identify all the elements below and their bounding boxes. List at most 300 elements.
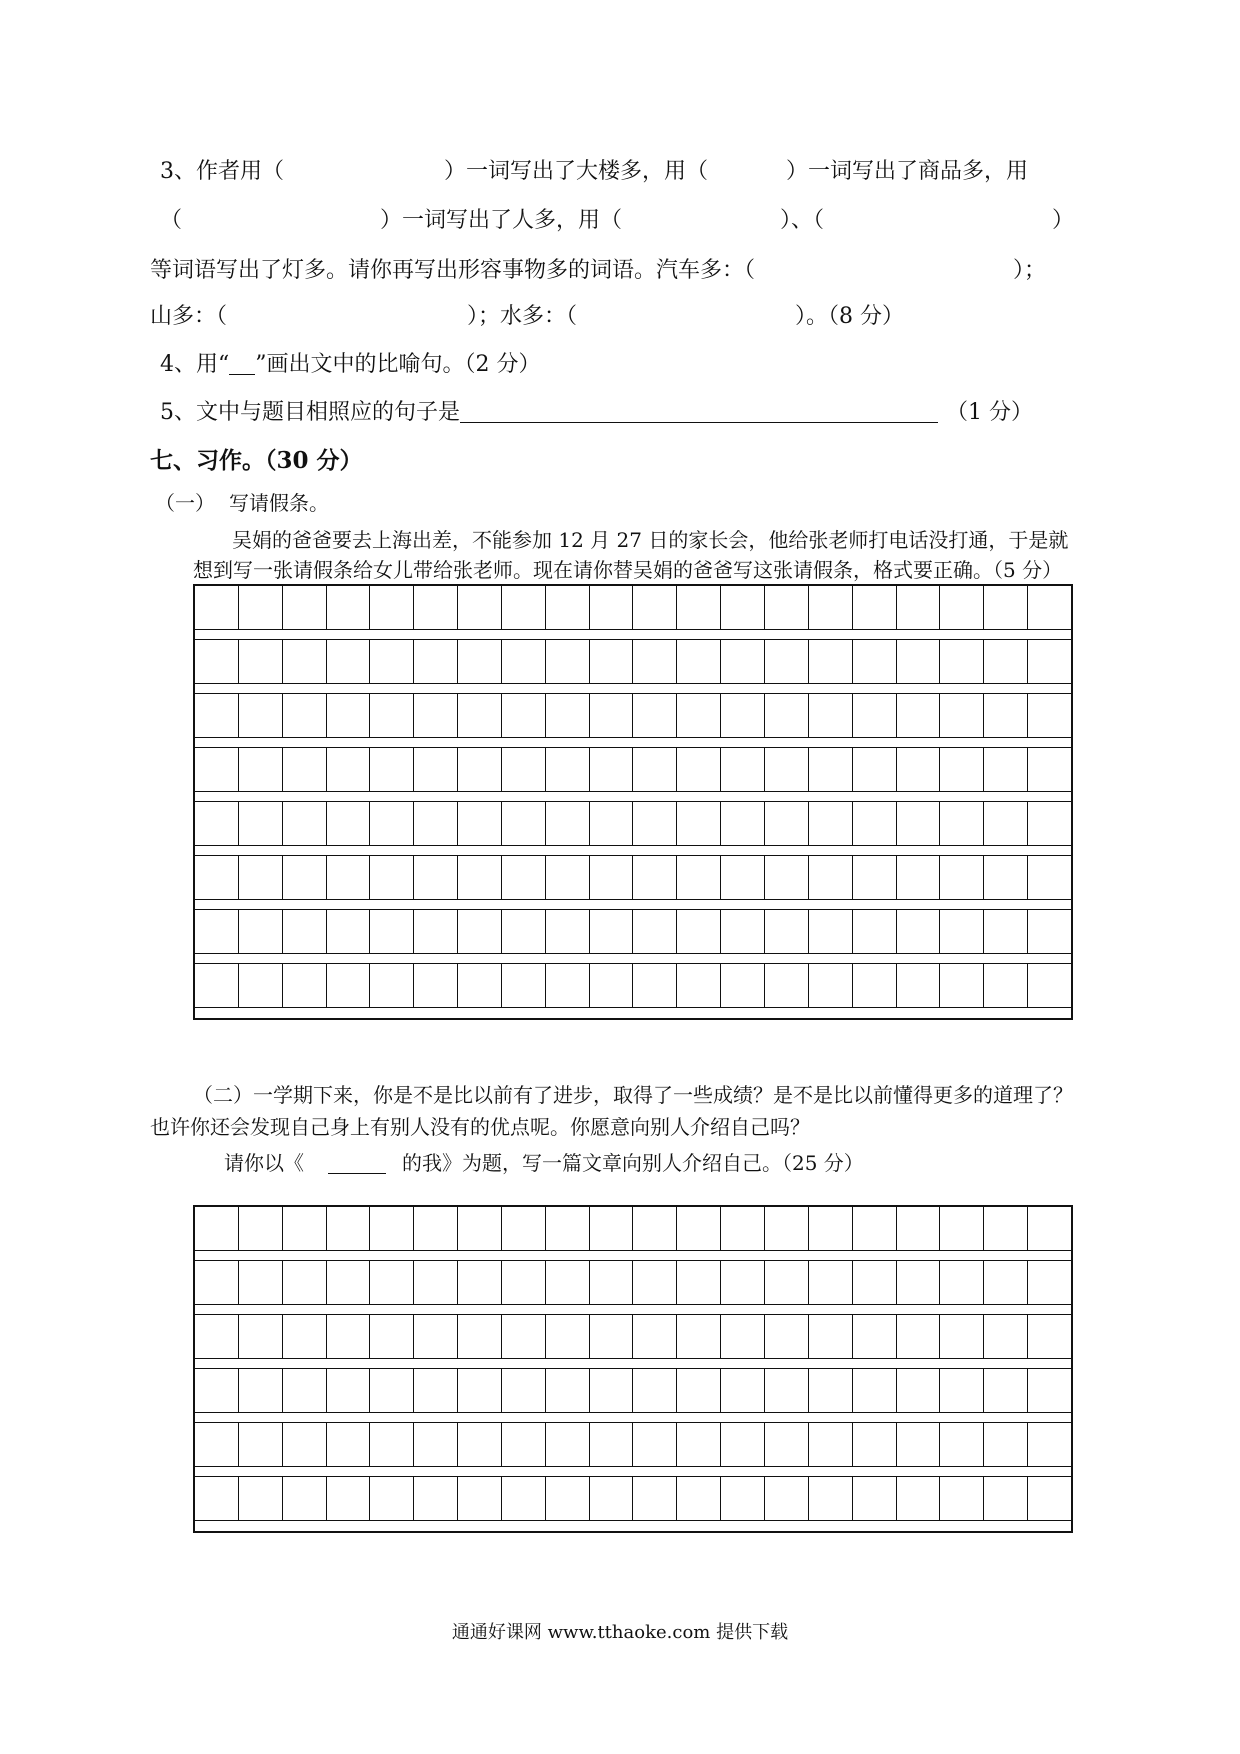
- grid-cell[interactable]: [195, 640, 239, 683]
- grid-cell[interactable]: [195, 1477, 239, 1520]
- part1-label: （一）: [155, 491, 215, 515]
- grid-cell[interactable]: [940, 748, 984, 791]
- grid-cell[interactable]: [414, 640, 458, 683]
- grid-cell[interactable]: [677, 1207, 721, 1250]
- grid-cell[interactable]: [677, 856, 721, 899]
- grid-cell[interactable]: [283, 856, 327, 899]
- grid-cell[interactable]: [239, 1261, 283, 1304]
- grid-cell[interactable]: [721, 910, 765, 953]
- grid-cell[interactable]: [458, 1369, 502, 1412]
- row-gap: [195, 1359, 1071, 1369]
- grid-cell[interactable]: [897, 1207, 941, 1250]
- grid-cell[interactable]: [590, 802, 634, 845]
- grid-cell[interactable]: [546, 856, 590, 899]
- grid-cell[interactable]: [370, 856, 414, 899]
- grid-cell[interactable]: [853, 856, 897, 899]
- grid-cell[interactable]: [546, 802, 590, 845]
- grid-cell[interactable]: [721, 1477, 765, 1520]
- grid-cell[interactable]: [414, 1315, 458, 1358]
- grid-cell[interactable]: [897, 1423, 941, 1466]
- grid-cell[interactable]: [853, 964, 897, 1007]
- grid-cell[interactable]: [940, 1207, 984, 1250]
- grid-cell[interactable]: [458, 1477, 502, 1520]
- grid-cell[interactable]: [590, 910, 634, 953]
- grid-cell[interactable]: [765, 1423, 809, 1466]
- grid-cell[interactable]: [633, 1477, 677, 1520]
- grid-cell[interactable]: [633, 1369, 677, 1412]
- grid-cell[interactable]: [590, 640, 634, 683]
- grid-cell[interactable]: [195, 586, 239, 629]
- grid-cell[interactable]: [809, 1477, 853, 1520]
- grid-cell[interactable]: [239, 1369, 283, 1412]
- grid-cell[interactable]: [1028, 586, 1071, 629]
- row-gap: [195, 630, 1071, 640]
- grid-cell[interactable]: [633, 694, 677, 737]
- grid-cell[interactable]: [984, 586, 1028, 629]
- grid-cell[interactable]: [897, 1315, 941, 1358]
- grid-cell[interactable]: [283, 586, 327, 629]
- grid-cell[interactable]: [721, 856, 765, 899]
- grid-cell[interactable]: [677, 1369, 721, 1412]
- grid-cell[interactable]: [546, 1315, 590, 1358]
- grid-cell[interactable]: [1028, 640, 1071, 683]
- grid-cell[interactable]: [370, 1261, 414, 1304]
- grid-cell[interactable]: [546, 1423, 590, 1466]
- grid-cell[interactable]: [239, 910, 283, 953]
- grid-cell[interactable]: [940, 1477, 984, 1520]
- grid-cell[interactable]: [853, 1477, 897, 1520]
- grid-cell[interactable]: [677, 964, 721, 1007]
- grid-cell[interactable]: [1028, 694, 1071, 737]
- row-gap: [195, 1413, 1071, 1423]
- grid-cell[interactable]: [546, 1369, 590, 1412]
- grid-cell[interactable]: [765, 802, 809, 845]
- grid-cell[interactable]: [590, 1207, 634, 1250]
- grid-cell[interactable]: [940, 1315, 984, 1358]
- grid-cell[interactable]: [502, 640, 546, 683]
- grid-cell[interactable]: [765, 586, 809, 629]
- grid-cell[interactable]: [809, 802, 853, 845]
- grid-cell[interactable]: [546, 1477, 590, 1520]
- grid-cell[interactable]: [414, 1477, 458, 1520]
- grid-cell[interactable]: [239, 748, 283, 791]
- grid-cell[interactable]: [239, 856, 283, 899]
- grid-cell[interactable]: [897, 964, 941, 1007]
- grid-cell[interactable]: [897, 802, 941, 845]
- grid-cell[interactable]: [546, 694, 590, 737]
- grid-cell[interactable]: [765, 910, 809, 953]
- grid-cell[interactable]: [327, 1315, 371, 1358]
- grid-cell[interactable]: [633, 1207, 677, 1250]
- grid-cell[interactable]: [1028, 1369, 1071, 1412]
- grid-cell[interactable]: [414, 1207, 458, 1250]
- grid-cell[interactable]: [414, 1369, 458, 1412]
- grid-cell[interactable]: [984, 856, 1028, 899]
- grid-cell[interactable]: [414, 964, 458, 1007]
- grid-cell[interactable]: [502, 1207, 546, 1250]
- grid-cell[interactable]: [1028, 802, 1071, 845]
- grid-cell[interactable]: [546, 1261, 590, 1304]
- grid-cell[interactable]: [984, 1261, 1028, 1304]
- grid-cell[interactable]: [283, 1207, 327, 1250]
- part1-text-2: 想到写一张请假条给女儿带给张老师。现在请你替吴娟的爸爸写这张请假条，格式要正确。（5 分）: [193, 558, 1063, 582]
- grid-cell[interactable]: [327, 1207, 371, 1250]
- grid-cell[interactable]: [546, 640, 590, 683]
- grid-cell[interactable]: [809, 748, 853, 791]
- grid-cell[interactable]: [633, 802, 677, 845]
- grid-cell[interactable]: [239, 694, 283, 737]
- grid-cell[interactable]: [940, 910, 984, 953]
- grid-cell[interactable]: [765, 1315, 809, 1358]
- grid-cell[interactable]: [370, 1207, 414, 1250]
- grid-cell[interactable]: [458, 1207, 502, 1250]
- grid-cell[interactable]: [370, 1315, 414, 1358]
- grid-cell[interactable]: [765, 748, 809, 791]
- grid-cell[interactable]: [502, 856, 546, 899]
- grid-cell[interactable]: [590, 586, 634, 629]
- grid-cell[interactable]: [283, 802, 327, 845]
- q3-text: 3、作者用（: [160, 159, 284, 184]
- grid-cell[interactable]: [721, 1261, 765, 1304]
- grid-cell[interactable]: [327, 586, 371, 629]
- grid-cell[interactable]: [1028, 1477, 1071, 1520]
- grid-cell[interactable]: [590, 1261, 634, 1304]
- grid-cell[interactable]: [984, 1207, 1028, 1250]
- q3-text: ）一词写出了人多，用（: [380, 208, 623, 233]
- grid-cell[interactable]: [283, 1315, 327, 1358]
- grid-cell[interactable]: [984, 802, 1028, 845]
- q3-text: ）；: [1013, 258, 1047, 283]
- grid-row: [195, 1369, 1071, 1413]
- grid-cell[interactable]: [502, 1369, 546, 1412]
- grid-cell[interactable]: [765, 856, 809, 899]
- grid-cell[interactable]: [414, 910, 458, 953]
- grid-cell[interactable]: [327, 1261, 371, 1304]
- grid-cell[interactable]: [721, 640, 765, 683]
- grid-cell[interactable]: [590, 1423, 634, 1466]
- grid-cell[interactable]: [195, 694, 239, 737]
- grid-cell[interactable]: [677, 640, 721, 683]
- grid-cell[interactable]: [283, 1477, 327, 1520]
- grid-cell[interactable]: [327, 964, 371, 1007]
- grid-cell[interactable]: [327, 1423, 371, 1466]
- grid-cell[interactable]: [195, 748, 239, 791]
- row-gap: [195, 846, 1071, 856]
- grid-cell[interactable]: [853, 1423, 897, 1466]
- grid-cell[interactable]: [327, 640, 371, 683]
- grid-cell[interactable]: [414, 802, 458, 845]
- grid-cell[interactable]: [853, 694, 897, 737]
- q3-text: ）。（8 分）: [795, 304, 905, 329]
- grid-cell[interactable]: [458, 1261, 502, 1304]
- grid-cell[interactable]: [809, 856, 853, 899]
- grid-cell[interactable]: [853, 1207, 897, 1250]
- grid-cell[interactable]: [721, 1369, 765, 1412]
- grid-cell[interactable]: [897, 1369, 941, 1412]
- grid-cell[interactable]: [853, 1261, 897, 1304]
- grid-cell[interactable]: [1028, 910, 1071, 953]
- grid-cell[interactable]: [458, 1423, 502, 1466]
- grid-cell[interactable]: [239, 1423, 283, 1466]
- grid-cell[interactable]: [940, 964, 984, 1007]
- grid-cell[interactable]: [283, 694, 327, 737]
- grid-cell[interactable]: [327, 1477, 371, 1520]
- grid-cell[interactable]: [721, 694, 765, 737]
- grid-cell[interactable]: [984, 964, 1028, 1007]
- grid-cell[interactable]: [897, 1261, 941, 1304]
- grid-cell[interactable]: [809, 694, 853, 737]
- grid-cell[interactable]: [677, 910, 721, 953]
- grid-cell[interactable]: [502, 910, 546, 953]
- grid-cell[interactable]: [370, 640, 414, 683]
- grid-cell[interactable]: [721, 586, 765, 629]
- grid-cell[interactable]: [195, 1315, 239, 1358]
- grid-cell[interactable]: [502, 748, 546, 791]
- grid-cell[interactable]: [546, 1207, 590, 1250]
- grid-cell[interactable]: [370, 694, 414, 737]
- grid-cell[interactable]: [940, 1423, 984, 1466]
- grid-cell[interactable]: [1028, 964, 1071, 1007]
- grid-cell[interactable]: [809, 1261, 853, 1304]
- grid-cell[interactable]: [327, 856, 371, 899]
- grid-cell[interactable]: [414, 1423, 458, 1466]
- grid-cell[interactable]: [809, 1315, 853, 1358]
- grid-cell[interactable]: [590, 1369, 634, 1412]
- answer-line[interactable]: [460, 400, 938, 423]
- grid-cell[interactable]: [370, 1369, 414, 1412]
- grid-cell[interactable]: [502, 802, 546, 845]
- grid-cell[interactable]: [370, 1423, 414, 1466]
- grid-cell[interactable]: [940, 640, 984, 683]
- grid-cell[interactable]: [590, 964, 634, 1007]
- grid-cell[interactable]: [239, 964, 283, 1007]
- grid-cell[interactable]: [940, 802, 984, 845]
- grid-cell[interactable]: [984, 1369, 1028, 1412]
- grid-cell[interactable]: [984, 1477, 1028, 1520]
- grid-cell[interactable]: [458, 640, 502, 683]
- grid-cell[interactable]: [458, 964, 502, 1007]
- grid-cell[interactable]: [195, 964, 239, 1007]
- grid-cell[interactable]: [633, 1423, 677, 1466]
- grid-cell[interactable]: [940, 586, 984, 629]
- grid-cell[interactable]: [327, 748, 371, 791]
- grid-cell[interactable]: [984, 910, 1028, 953]
- grid-cell[interactable]: [458, 856, 502, 899]
- grid-cell[interactable]: [458, 910, 502, 953]
- title-blank[interactable]: [328, 1151, 386, 1174]
- grid-cell[interactable]: [765, 1477, 809, 1520]
- grid-cell[interactable]: [984, 640, 1028, 683]
- grid-cell[interactable]: [633, 856, 677, 899]
- grid-cell[interactable]: [809, 640, 853, 683]
- q4-text: ”画出文中的比喻句。（2 分）: [255, 352, 541, 377]
- grid-cell[interactable]: [590, 856, 634, 899]
- row-gap: [195, 1467, 1071, 1477]
- grid-cell[interactable]: [1028, 1261, 1071, 1304]
- grid-cell[interactable]: [546, 910, 590, 953]
- grid-cell[interactable]: [897, 586, 941, 629]
- grid-cell[interactable]: [502, 1423, 546, 1466]
- grid-cell[interactable]: [239, 802, 283, 845]
- grid-cell[interactable]: [897, 694, 941, 737]
- grid-cell[interactable]: [195, 1369, 239, 1412]
- grid-cell[interactable]: [853, 910, 897, 953]
- grid-cell[interactable]: [414, 694, 458, 737]
- grid-cell[interactable]: [677, 1477, 721, 1520]
- grid-cell[interactable]: [984, 1315, 1028, 1358]
- grid-cell[interactable]: [677, 802, 721, 845]
- writing-grid-essay[interactable]: [193, 1205, 1073, 1533]
- grid-cell[interactable]: [283, 1261, 327, 1304]
- grid-cell[interactable]: [370, 802, 414, 845]
- grid-cell[interactable]: [502, 694, 546, 737]
- grid-cell[interactable]: [940, 694, 984, 737]
- grid-cell[interactable]: [195, 856, 239, 899]
- grid-cell[interactable]: [633, 586, 677, 629]
- grid-cell[interactable]: [853, 1315, 897, 1358]
- grid-cell[interactable]: [458, 586, 502, 629]
- grid-cell[interactable]: [458, 748, 502, 791]
- grid-cell[interactable]: [633, 748, 677, 791]
- grid-cell[interactable]: [897, 1477, 941, 1520]
- grid-cell[interactable]: [853, 586, 897, 629]
- grid-cell[interactable]: [809, 1423, 853, 1466]
- grid-cell[interactable]: [765, 694, 809, 737]
- grid-cell[interactable]: [765, 964, 809, 1007]
- grid-cell[interactable]: [283, 1369, 327, 1412]
- grid-cell[interactable]: [809, 586, 853, 629]
- grid-cell[interactable]: [897, 748, 941, 791]
- grid-cell[interactable]: [809, 1369, 853, 1412]
- grid-cell[interactable]: [677, 748, 721, 791]
- grid-cell[interactable]: [721, 1315, 765, 1358]
- grid-cell[interactable]: [677, 1261, 721, 1304]
- grid-cell[interactable]: [897, 640, 941, 683]
- grid-cell[interactable]: [897, 910, 941, 953]
- grid-cell[interactable]: [327, 1369, 371, 1412]
- row-gap: [195, 900, 1071, 910]
- grid-cell[interactable]: [984, 1423, 1028, 1466]
- q3-text: ）；水多：（: [467, 304, 578, 329]
- grid-cell[interactable]: [283, 964, 327, 1007]
- grid-cell[interactable]: [853, 1369, 897, 1412]
- grid-cell[interactable]: [239, 640, 283, 683]
- grid-cell[interactable]: [370, 1477, 414, 1520]
- grid-cell[interactable]: [1028, 1207, 1071, 1250]
- grid-cell[interactable]: [633, 1315, 677, 1358]
- grid-cell[interactable]: [984, 694, 1028, 737]
- grid-cell[interactable]: [1028, 748, 1071, 791]
- grid-cell[interactable]: [940, 1369, 984, 1412]
- grid-cell[interactable]: [721, 748, 765, 791]
- grid-cell[interactable]: [984, 748, 1028, 791]
- grid-cell[interactable]: [370, 964, 414, 1007]
- grid-cell[interactable]: [633, 640, 677, 683]
- grid-cell[interactable]: [633, 910, 677, 953]
- grid-cell[interactable]: [721, 802, 765, 845]
- writing-grid-leave-note[interactable]: [193, 584, 1073, 1020]
- grid-cell[interactable]: [677, 1423, 721, 1466]
- grid-cell[interactable]: [940, 1261, 984, 1304]
- grid-cell[interactable]: [239, 1315, 283, 1358]
- grid-cell[interactable]: [283, 640, 327, 683]
- grid-cell[interactable]: [721, 964, 765, 1007]
- grid-cell[interactable]: [853, 640, 897, 683]
- grid-cell[interactable]: [853, 802, 897, 845]
- grid-cell[interactable]: [502, 1261, 546, 1304]
- grid-cell[interactable]: [546, 964, 590, 1007]
- grid-cell[interactable]: [809, 1207, 853, 1250]
- grid-cell[interactable]: [283, 910, 327, 953]
- grid-cell[interactable]: [590, 748, 634, 791]
- grid-cell[interactable]: [502, 1315, 546, 1358]
- grid-cell[interactable]: [1028, 1423, 1071, 1466]
- grid-cell[interactable]: [590, 1315, 634, 1358]
- grid-cell[interactable]: [195, 910, 239, 953]
- grid-cell[interactable]: [546, 586, 590, 629]
- grid-cell[interactable]: [1028, 1315, 1071, 1358]
- grid-cell[interactable]: [458, 802, 502, 845]
- grid-cell[interactable]: [1028, 856, 1071, 899]
- grid-cell[interactable]: [414, 856, 458, 899]
- grid-cell[interactable]: [327, 694, 371, 737]
- grid-cell[interactable]: [677, 694, 721, 737]
- grid-cell[interactable]: [502, 586, 546, 629]
- grid-cell[interactable]: [765, 1261, 809, 1304]
- grid-cell[interactable]: [195, 1261, 239, 1304]
- grid-cell[interactable]: [195, 1423, 239, 1466]
- grid-cell[interactable]: [590, 694, 634, 737]
- grid-cell[interactable]: [283, 748, 327, 791]
- grid-cell[interactable]: [809, 964, 853, 1007]
- grid-cell[interactable]: [633, 964, 677, 1007]
- grid-cell[interactable]: [195, 1207, 239, 1250]
- grid-cell[interactable]: [370, 586, 414, 629]
- grid-cell[interactable]: [239, 1477, 283, 1520]
- grid-cell[interactable]: [853, 748, 897, 791]
- grid-cell[interactable]: [502, 964, 546, 1007]
- grid-cell[interactable]: [546, 748, 590, 791]
- grid-cell[interactable]: [897, 856, 941, 899]
- grid-cell[interactable]: [370, 748, 414, 791]
- grid-cell[interactable]: [458, 694, 502, 737]
- grid-cell[interactable]: [195, 802, 239, 845]
- grid-cell[interactable]: [590, 1477, 634, 1520]
- grid-cell[interactable]: [677, 586, 721, 629]
- grid-cell[interactable]: [370, 910, 414, 953]
- grid-cell[interactable]: [414, 748, 458, 791]
- grid-cell[interactable]: [721, 1423, 765, 1466]
- grid-cell[interactable]: [765, 640, 809, 683]
- grid-cell[interactable]: [809, 910, 853, 953]
- grid-cell[interactable]: [239, 1207, 283, 1250]
- grid-cell[interactable]: [940, 856, 984, 899]
- grid-cell[interactable]: [327, 910, 371, 953]
- grid-cell[interactable]: [633, 1261, 677, 1304]
- grid-cell[interactable]: [414, 586, 458, 629]
- grid-cell[interactable]: [458, 1315, 502, 1358]
- grid-cell[interactable]: [765, 1207, 809, 1250]
- grid-cell[interactable]: [677, 1315, 721, 1358]
- grid-cell[interactable]: [239, 586, 283, 629]
- grid-cell[interactable]: [414, 1261, 458, 1304]
- grid-cell[interactable]: [765, 1369, 809, 1412]
- grid-row: [195, 694, 1071, 738]
- grid-cell[interactable]: [283, 1423, 327, 1466]
- grid-cell[interactable]: [327, 802, 371, 845]
- grid-cell[interactable]: [721, 1207, 765, 1250]
- grid-cell[interactable]: [502, 1477, 546, 1520]
